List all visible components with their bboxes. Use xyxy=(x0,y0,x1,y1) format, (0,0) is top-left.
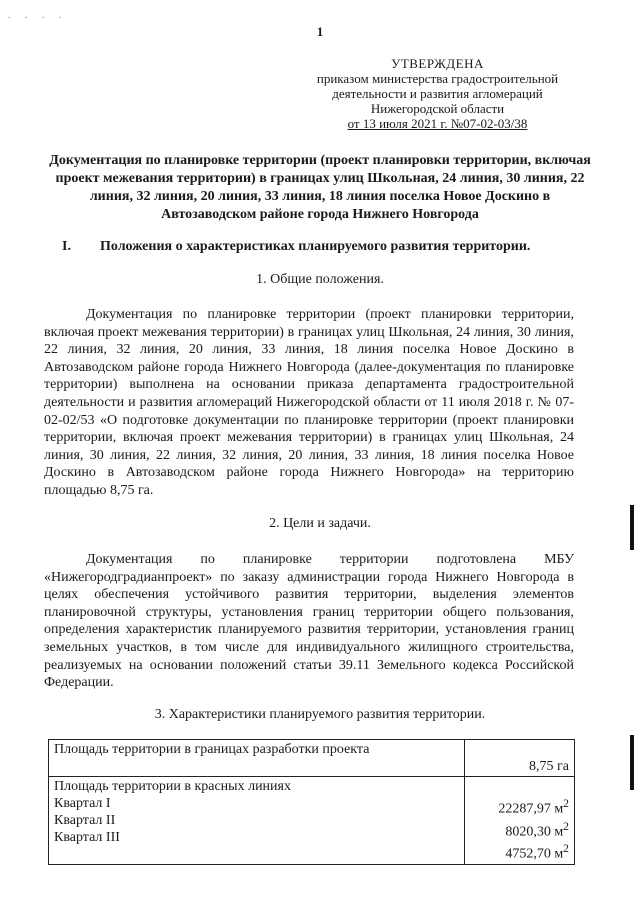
approval-line-2: деятельности и развития агломераций xyxy=(332,86,543,101)
subsection-2-heading: 2. Цели и задачи. xyxy=(269,516,371,531)
table-cell-value xyxy=(465,777,575,865)
scan-edge-mark xyxy=(630,505,634,550)
approval-date: от 13 июля 2021 г. №07-02-03/38 xyxy=(347,116,528,131)
subsection-3-heading: 3. Характеристики планируемого развития территории. xyxy=(154,707,486,722)
subsection-1-heading: 1. Общие положения. xyxy=(256,272,384,287)
quarter-1-value: 22287,97 $м^2$ xyxy=(498,797,569,817)
section-heading xyxy=(62,239,592,255)
section-title: Положения о характеристиках планируемого развития территории. xyxy=(100,239,531,254)
table-row xyxy=(49,777,575,865)
quarter-1-label: Квартал I xyxy=(54,796,111,811)
characteristics-table xyxy=(48,739,575,865)
table-cell-label: Площадь территории в границах разработки проекта xyxy=(49,740,465,777)
table-cell-label xyxy=(49,777,465,865)
scan-artifact-dots: . . . . xyxy=(8,10,68,21)
page-number: 1 xyxy=(316,24,324,39)
approval-title: УТВЕРЖДЕНА xyxy=(391,56,484,71)
subsection-1-paragraph: Документация по планировке территории (проект планировки территории, включая проект межевания территории) в границах улиц Школьная, 24 линия, 30 линия, 22 линия, 32 линия, 20 линия, 33 линия, 18 линия поселка Новое Доскино в Автозаводском районе города Нижнего Новгорода (далее-документация по планировке территории) выполнена на основании приказа департамента градостроительной деятельности и развития агломераций Нижегородской области от 11 июля 2018 г. № 07-02-02/53 «О подготовке документации по планировке территории (проект планировки территории, включая проект межевания территории) в границах улиц Школьная, 24 линия, 30 линия, 22 линия, 32 линия, 20 линия, 33 линия, 18 линия поселка Новое Доскино в Автозаводском районе города Нижнего Новгорода» на территорию площадью 8,75 га. xyxy=(44,307,574,498)
section-number: I. xyxy=(62,239,71,254)
quarter-3-value: 4752,70 $м^2$ xyxy=(505,842,569,862)
quarter-3-label: Квартал III xyxy=(54,830,120,845)
quarter-2-label: Квартал II xyxy=(54,813,116,828)
red-lines-area-label: Площадь территории в красных линиях xyxy=(54,779,291,794)
document-title: Документация по планировке территории (проект планировки территории, включая проект межевания территории) в границах улиц Школьная, 24 линия, 30 линия, 22 линия, 32 линия, 20 линия, 33 линия, 18 линия поселка Новое Доскино в Автозаводском районе города Нижнего Новгорода xyxy=(49,153,591,222)
table-row xyxy=(49,740,575,777)
approval-line-1: приказом министерства градостроительной xyxy=(316,71,559,86)
subsection-2-paragraph: Документация по планировке территории подготовлена МБУ «Нижегородградианпроект» по заказу администрации города Нижнего Новгорода в целях обеспечения устойчивого развития территории, выделения элементов планировочной структуры, установления границ территории общего пользования, определения характеристик планируемого развития территории, установления границ земельных участков, в том числе для индивидуального жилищного строительства, реализуемых на основании положений статьи 39.11 Земельного кодекса Российской Федерации. xyxy=(44,552,574,691)
scan-edge-mark xyxy=(630,735,634,790)
quarter-2-value: 8020,30 $м^2$ xyxy=(505,819,569,840)
approval-line-3: Нижегородской области xyxy=(370,101,505,116)
approval-stamp xyxy=(300,56,575,131)
table-cell-value: 8,75 га xyxy=(465,740,575,777)
